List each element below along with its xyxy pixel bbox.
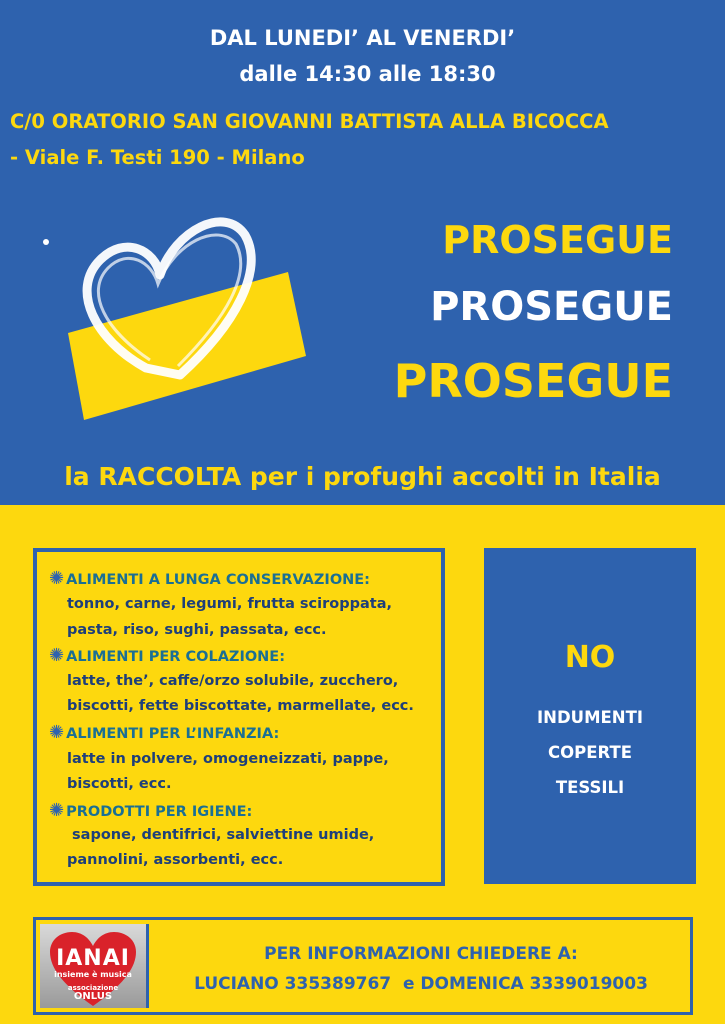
category-title: ✺ PRODOTTI PER IGIENE: bbox=[49, 800, 253, 821]
category-line: biscotti, ecc. bbox=[67, 776, 172, 792]
raccolta-title: la RACCOLTA per i profughi accolti in Italia bbox=[64, 462, 661, 491]
star-bullet-icon: ✺ bbox=[49, 568, 65, 589]
category-line: tonno, carne, legumi, frutta sciroppata, bbox=[67, 596, 392, 612]
ianai-logo bbox=[40, 924, 149, 1008]
schedule-hours: dalle 14:30 alle 18:30 bbox=[239, 62, 496, 86]
schedule-days: DAL LUNEDI’ AL VENERDI’ bbox=[209, 26, 516, 50]
address-line-2: - Viale F. Testi 190 - Milano bbox=[10, 146, 305, 169]
category-title: ✺ ALIMENTI PER COLAZIONE: bbox=[49, 645, 286, 666]
no-item: TESSILI bbox=[555, 778, 625, 797]
logo-assoc: associazione bbox=[67, 984, 119, 992]
blue-header-section bbox=[0, 0, 725, 505]
contact-info-box bbox=[33, 917, 693, 1015]
category-line: pasta, riso, sughi, passata, ecc. bbox=[67, 622, 327, 638]
prosegue-heading-2: PROSEGUE bbox=[430, 284, 673, 330]
star-bullet-icon: ✺ bbox=[49, 800, 65, 821]
not-accepted-box bbox=[484, 548, 696, 884]
logo-tagline: insieme è musica bbox=[54, 970, 132, 979]
address-line-1: C/0 ORATORIO SAN GIOVANNI BATTISTA ALLA BICOCCA bbox=[10, 110, 609, 133]
category-title: ✺ ALIMENTI A LUNGA CONSERVAZIONE: bbox=[49, 568, 370, 589]
info-heading: PER INFORMAZIONI CHIEDERE A: bbox=[264, 944, 578, 964]
prosegue-heading-1: PROSEGUE bbox=[442, 218, 673, 262]
category-line: biscotti, fette biscottate, marmellate, ecc. bbox=[67, 698, 414, 714]
category-title: ✺ ALIMENTI PER L’INFANZIA: bbox=[49, 722, 280, 743]
no-item: INDUMENTI bbox=[537, 708, 643, 727]
heart-icon bbox=[40, 200, 320, 425]
category-line: latte in polvere, omogeneizzati, pappe, bbox=[67, 751, 389, 767]
category-line: latte, the’, caffe/orzo solubile, zucchero, bbox=[67, 673, 399, 689]
info-contacts: LUCIANO 335389767 e DOMENICA 3339019003 bbox=[194, 974, 648, 994]
category-line: sapone, dentifrici, salviettine umide, bbox=[67, 827, 375, 843]
star-bullet-icon: ✺ bbox=[49, 645, 65, 666]
logo-name: IANAI bbox=[56, 946, 130, 971]
no-title: NO bbox=[564, 640, 616, 675]
category-line: pannolini, assorbenti, ecc. bbox=[67, 852, 284, 868]
star-bullet-icon: ✺ bbox=[49, 722, 65, 743]
prosegue-heading-3: PROSEGUE bbox=[393, 354, 673, 408]
accepted-items-box bbox=[33, 548, 445, 886]
no-item: COPERTE bbox=[548, 743, 632, 762]
logo-onlus: ONLUS bbox=[73, 991, 113, 1002]
